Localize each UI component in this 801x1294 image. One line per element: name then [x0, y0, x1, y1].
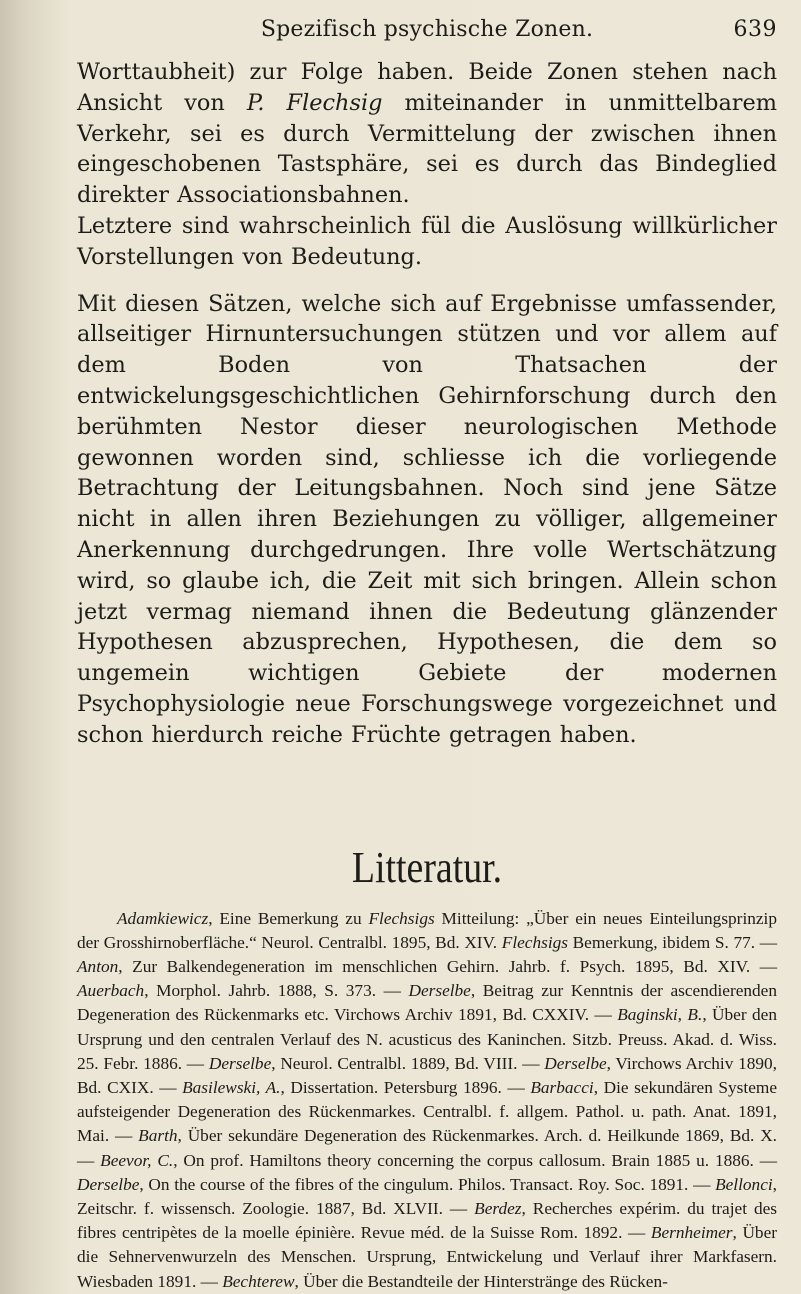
reference-author: Derselbe — [408, 981, 471, 1001]
reference-author: Barth — [138, 1126, 178, 1146]
main-text — [77, 57, 777, 751]
reference-author: Barbacci — [530, 1077, 594, 1097]
references-paragraph — [77, 907, 777, 1294]
reference-author: Derselbe — [544, 1053, 607, 1073]
reference-text: , Über die Bestandteile der Hinterstränge des Rücken- — [294, 1271, 668, 1291]
reference-text: , Über die Sehnervenwurzeln des Menschen. Ursprung, Entwickelung und Verlauf ihrer Markfasern. Wiesbaden 1891. — — [77, 1223, 778, 1291]
reference-author: Auerbach — [77, 981, 145, 1001]
reference-author: Baginski, B. — [617, 1005, 703, 1025]
paragraph-2: Letztere sind wahrscheinlich fül die Auslösung willkürlicher Vorstellungen von Bedeutung. — [77, 212, 777, 270]
reference-text: , Die sekundären Systeme aufsteigender Degeneration des Rückenmarkes. Centralbl. f. allgem. Pathol. u. path. Anat. 1891, Mai. — — [77, 1077, 777, 1146]
paragraph-1: Worttaubheit) zur Folge haben. Beide Zonen stehen nach Ansicht von P. Flechsig miteinander in unmittelbarem Verkehr, sei es durch Vermittelung der zwischen ihnen eingeschobenen Tastsphäre, sei es durch das Bindeglied direkter Associationsbahnen. — [77, 59, 777, 209]
reference-author: Derselbe — [77, 1174, 140, 1194]
reference-text: Mitteilung: „Über ein neues Einteilungsprinzip der Grosshirnoberfläche.“ Neurol. Centralbl. 1895, Bd. XIV. — [77, 908, 777, 952]
running-title: Spezifisch psychische Zonen. — [260, 17, 594, 42]
literature-list — [77, 907, 777, 1294]
reference-text: , Beitrag zur Kenntnis der ascendierenden Degeneration des Rückenmarks etc. Virchows Archiv 1891, Bd. CXXIV. — — [77, 981, 777, 1025]
reference-text: Bemerkung, ibidem S. 77. — — [568, 932, 777, 952]
reference-author: Bernheimer — [650, 1223, 733, 1243]
reference-author: Bellonci — [715, 1174, 773, 1194]
reference-author: Derselbe — [208, 1053, 272, 1073]
reference-text: , Neurol. Centralbl. 1889, Bd. VIII. — — [271, 1053, 545, 1073]
reference-text: , Dissertation. Petersburg 1896. — — [280, 1077, 531, 1097]
reference-author: Flechsigs — [501, 932, 568, 952]
author-name: P. Flechsig — [246, 89, 383, 116]
reference-text: , Eine Bemerkung zu — [208, 908, 369, 928]
reference-text: , Über den Ursprung und den centralen Verlauf des N. acusticus des Kaninchen. Sitzb. Preuss. Akad. d. Wiss. 25. Febr. 1886. — — [77, 1005, 777, 1073]
reference-text: , Zeitschr. f. wissensch. Zoologie. 1887, Bd. XLVII. — — [77, 1174, 777, 1218]
reference-text: , Recherches expérim. du trajet des fibres centripètes de la moelle épinière. Revue méd. de la Suisse Rom. 1892. — — [77, 1198, 777, 1243]
reference-author: Adamkiewicz — [117, 908, 209, 928]
reference-text: , On prof. Hamiltons theory concerning the corpus callosum. Brain 1885 u. 1886. — — [173, 1150, 777, 1170]
running-header — [77, 12, 777, 48]
reference-text: , Morphol. Jahrb. 1888, S. 373. — — [144, 981, 409, 1001]
reference-author: Beevor, C. — [100, 1150, 174, 1170]
reference-author: Flechsigs — [368, 908, 435, 928]
reference-author: Anton — [77, 956, 119, 976]
reference-text: , Zur Balkendegeneration im menschlichen Gehirn. Jahrb. f. Psych. 1895, Bd. XIV. — — [118, 956, 777, 976]
reference-author: Bechterew — [222, 1271, 295, 1291]
literature-heading: Litteratur. — [351, 842, 503, 892]
reference-text: , On the course of the fibres of the cingulum. Philos. Transact. Roy. Soc. 1891. — — [139, 1174, 716, 1194]
page-number: 639 — [733, 17, 777, 42]
reference-author: Berdez — [474, 1198, 522, 1218]
reference-text: , Über sekundäre Degeneration des Rückenmarkes. Arch. d. Heilkunde 1869, Bd. X. — — [77, 1126, 777, 1170]
reference-text: , Virchows Archiv 1890, Bd. CXIX. — — [77, 1053, 778, 1097]
book-page — [77, 12, 777, 1294]
paragraph-3: Mit diesen Sätzen, welche sich auf Ergebnisse umfassender, allseitiger Hirnuntersuchungen stützen und vor allem auf dem Boden von Thatsachen der entwickelungsgeschichtlichen Gehirnforschung durch den berühmten Nestor dieser neurologischen Methode gewonnen worden sind, schliesse ich die vorliegende Betrachtung der Leitungsbahnen. Noch sind jene Sätze nicht in allen ihren Beziehungen zu völliger, allgemeiner Anerkennung durchgedrungen. Ihre volle Wertschätzung wird, so glaube ich, die Zeit mit sich bringen. Allein schon jetzt vermag niemand ihnen die Bedeutung glänzender Hypothesen abzusprechen, Hypothesen, die dem so ungemein wichtigen Gebiete der modernen Psychophysiologie neue Forschungswege vorgezeichnet und schon hierdurch reiche Früchte getragen haben. — [77, 290, 777, 748]
reference-author: Basilewski, A. — [182, 1077, 281, 1097]
